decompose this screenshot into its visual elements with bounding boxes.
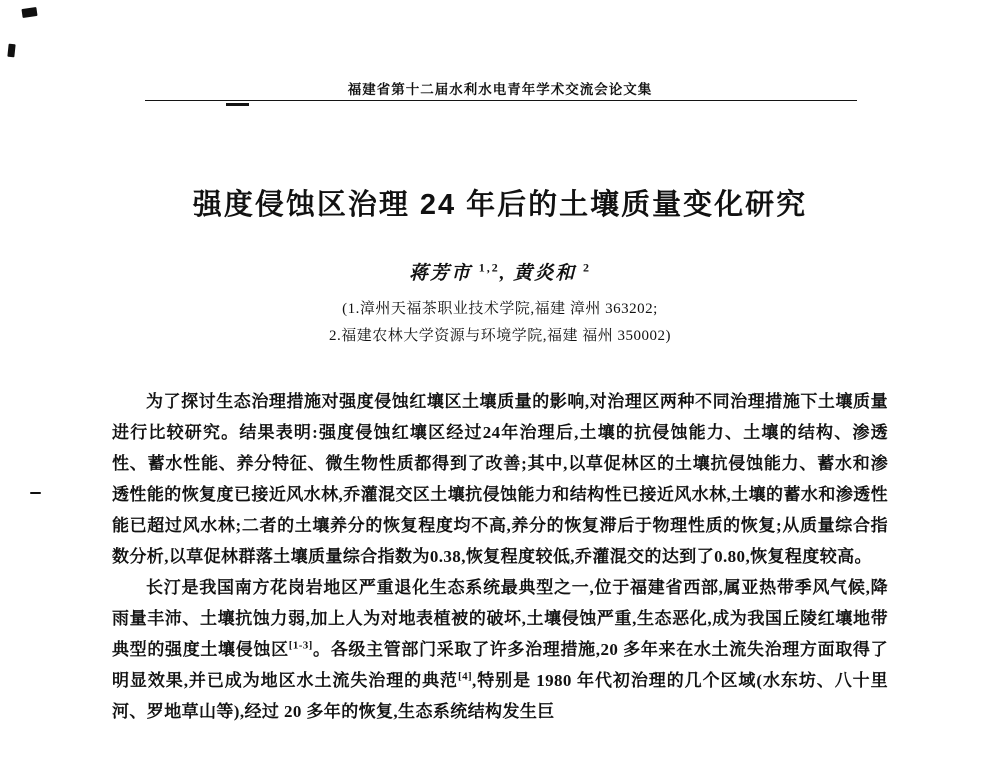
article-body [112,386,888,727]
proceedings-header: 福建省第十二届水利水电青年学术交流会论文集 [347,82,653,97]
scan-artifact [21,7,37,18]
abstract-paragraph: 为了探讨生态治理措施对强度侵蚀红壤区土壤质量的影响,对治理区两种不同治理措施下土壤质量进行比较研究。结果表明:强度侵蚀红壤区经过24年治理后,土壤的抗侵蚀能力、土壤的结构、渗透性、蓄水性能、养分特征、微生物性质都得到了改善;其中,以草促林区的土壤抗侵蚀能力、蓄水和渗透性能的恢复度已接近风水林,乔灌混交区土壤抗侵蚀能力和结构性已接近风水林,土壤的蓄水和渗透性能已超过风水林;二者的土壤养分的恢复程度均不高,养分的恢复滞后于物理性质的恢复;从质量综合指数分析,以草促林群落土壤质量综合指数为0.38,恢复程度较低,乔灌混交的达到了0.80,恢复程度较高。 [112,392,888,566]
header-divider [145,100,857,101]
authors-line: 蒋芳市 $^{1,2}$, 黄炎和 $^2$ [408,260,592,284]
intro-paragraph: 长汀是我国南方花岗岩地区严重退化生态系统最典型之一,位于福建省西部,属亚热带季风气候,降雨量丰沛、土壤抗蚀力弱,加上人为对地表植被的破坏,土壤侵蚀严重,生态恶化,成为我国丘陵红壤地带典型的强度土壤侵蚀区[1-3]。各级主管部门采取了许多治理措施,20 多年来在水土流失治理方面取得了明显效果,并已成为地区水土流失治理的典范[4],特别是 1980 年代初治理的几个区域(水东坊、八十里河、罗地草山等),经过 20 多年的恢复,生态系统结构发生巨 [112,578,889,721]
affiliation-line-2: 2.福建农林大学资源与环境学院,福建 福州 350002) [329,328,671,344]
affiliation-line-1: (1.漳州天福茶职业技术学院,福建 漳州 363202; [342,301,658,317]
scan-artifact [7,44,15,58]
scan-artifact [30,492,41,494]
paper-title: 强度侵蚀区治理 24 年后的土壤质量变化研究 [192,189,808,222]
header-divider-tick [226,103,249,106]
